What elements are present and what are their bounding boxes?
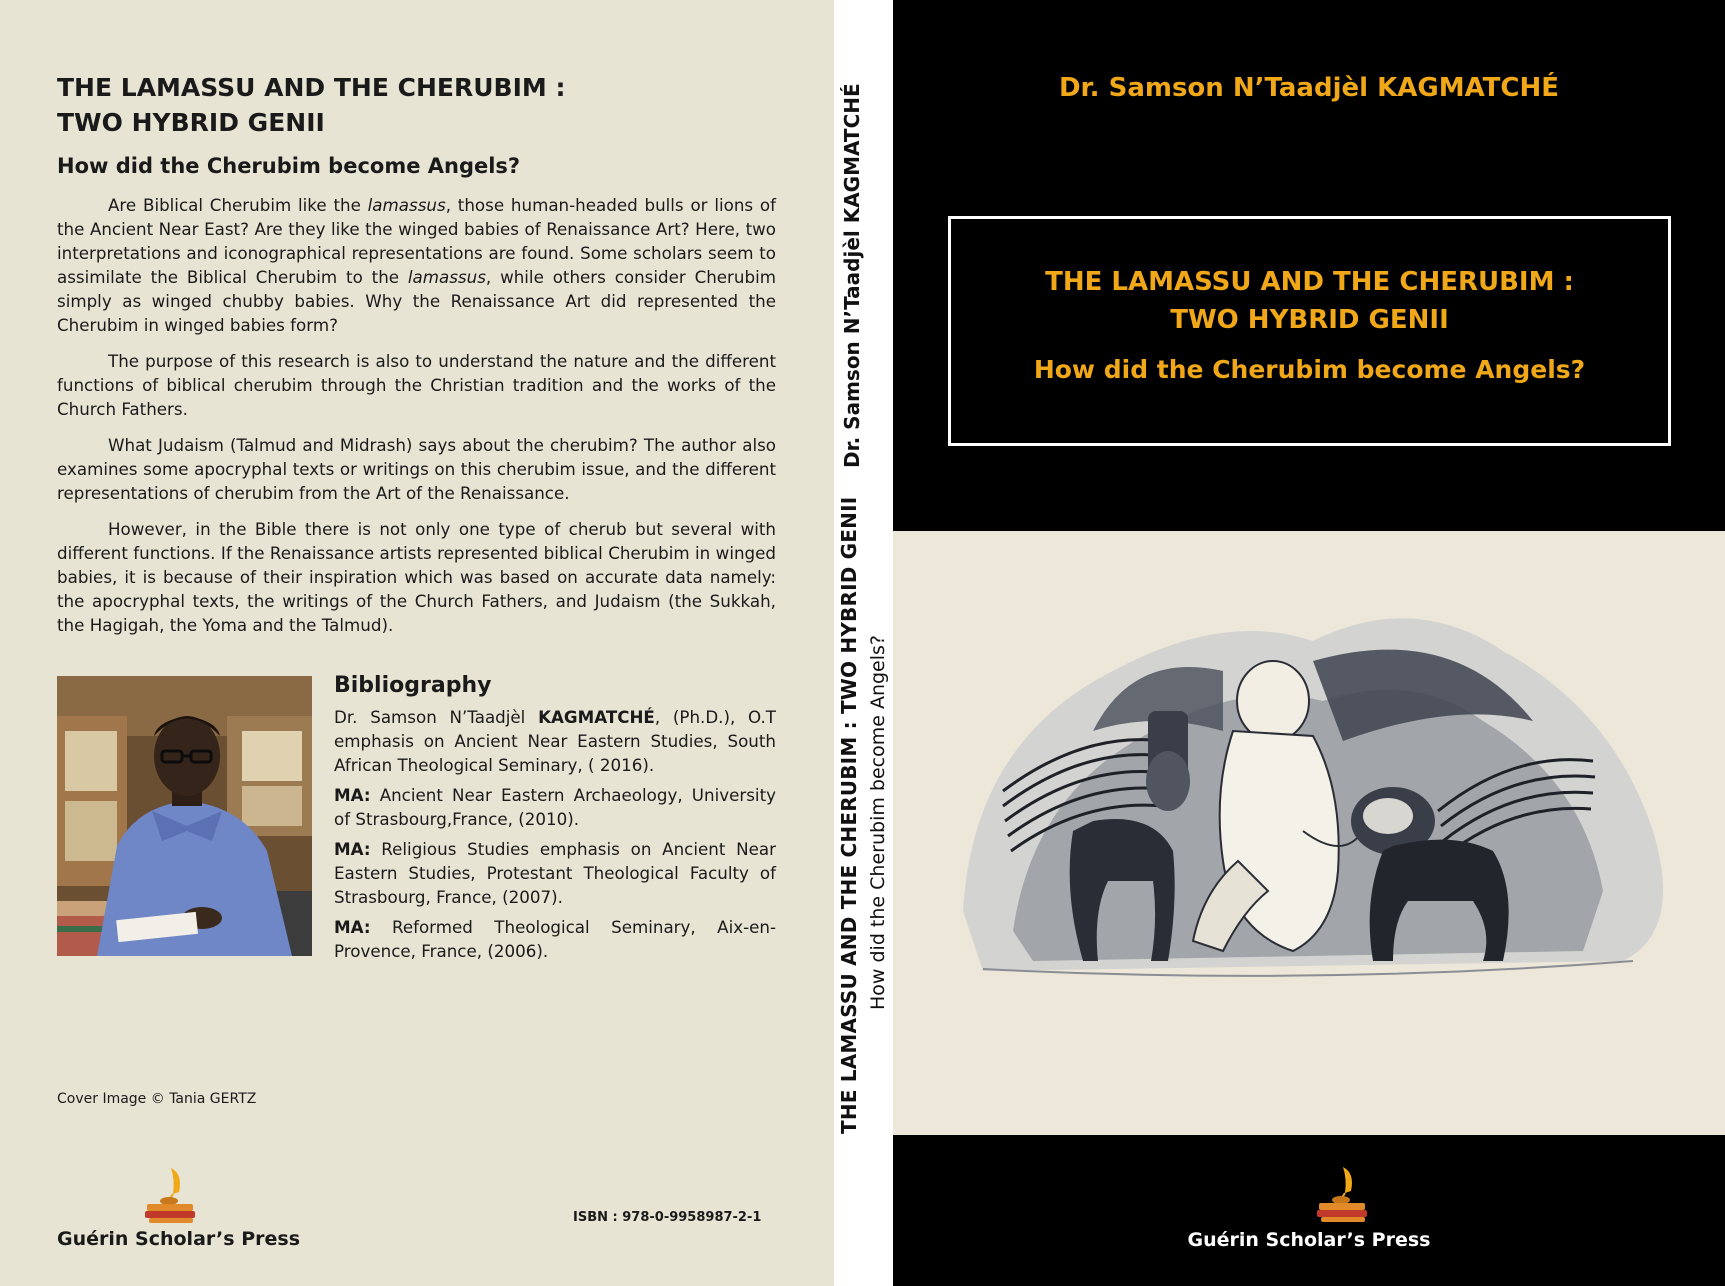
front-publisher-name: Guérin Scholar’s Press [1187, 1229, 1431, 1251]
blurb-text: , while others consider Cherubim simply as winged chubby babies. Why the Renaissance Art did represented the Cherubim in winged babies form? [57, 267, 776, 335]
bib-author-name: KAGMATCHÉ [538, 707, 655, 727]
bibliography-entry-ma-2 [334, 837, 776, 909]
blurb [57, 193, 776, 649]
bib-degree-label: MA: [334, 785, 371, 805]
bib-text: Reformed Theological Seminary, Aix-en-Provence, France, (2006). [334, 917, 776, 961]
author-photo [57, 676, 312, 956]
back-title-line2: TWO HYBRID GENII [57, 108, 325, 137]
cover-image-credit: Cover Image © Tania GERTZ [57, 1091, 257, 1107]
back-publisher-name: Guérin Scholar’s Press [57, 1228, 301, 1250]
blurb-italic: lamassus [407, 267, 486, 287]
isbn: ISBN : 978-0-9958987-2-1 [573, 1210, 762, 1225]
front-title-line2: TWO HYBRID GENII [1170, 305, 1449, 335]
back-title [57, 70, 777, 140]
bib-degree-label: MA: [334, 839, 371, 859]
spine-title: THE LAMASSU AND THE CHERUBIM : TWO HYBRID GENII [837, 496, 861, 1134]
bibliography-entry-phd [334, 705, 776, 777]
spine-text-rotator [834, 0, 893, 1286]
bib-text: Ancient Near Eastern Archaeology, University of Strasbourg,France, (2010). [334, 785, 776, 829]
blurb-paragraph-4: However, in the Bible there is not only one type of cherub but several with different functions. If the Renaissance artists represented biblical Cherubim in winged babies, it is because of their inspiration which was based on accurate data namely: the apocryphal texts, the writings of the Church Fathers, and Judaism (the Sukkah, the Hagigah, the Yoma and the Talmud). [57, 519, 776, 635]
front-title-box [948, 216, 1671, 446]
front-cover [893, 0, 1725, 1286]
bibliography-heading: Bibliography [334, 673, 492, 698]
bib-text: , (Ph.D.), O.T emphasis on Ancient Near Eastern Studies, South African Theological Seminary, ( 2016). [334, 707, 776, 775]
back-title-line1: THE LAMASSU AND THE CHERUBIM : [57, 73, 566, 102]
back-subtitle: How did the Cherubim become Angels? [57, 154, 521, 178]
front-author: Dr. Samson N’Taadjèl KAGMATCHÉ [1058, 73, 1560, 103]
blurb-italic: lamassus [367, 195, 446, 215]
bibliography [334, 671, 776, 969]
front-title-line1: THE LAMASSU AND THE CHERUBIM : [1045, 267, 1574, 297]
bibliography-entry-ma-1 [334, 783, 776, 831]
front-subtitle: How did the Cherubim become Angels? [1033, 355, 1586, 384]
spine-subtitle: How did the Cherubim become Angels? [867, 635, 889, 1010]
back-cover [0, 0, 834, 1286]
bibliography-entry-ma-3 [334, 915, 776, 963]
bib-text: Dr. Samson N’Taadjèl [334, 707, 539, 727]
cover-artwork [893, 531, 1725, 1135]
spine-author: Dr. Samson N’Taadjèl KAGMATCHÉ [840, 83, 864, 468]
spine [834, 0, 893, 1286]
blurb-text: Are Biblical Cherubim like the [108, 195, 368, 215]
bib-text: Religious Studies emphasis on Ancient Near Eastern Studies, Protestant Theological Faculty of Strasbourg, France, (2007). [334, 839, 776, 907]
front-publisher-logo-icon [1314, 1165, 1370, 1223]
blurb-paragraph-2: The purpose of this research is also to understand the nature and the different functions of biblical cherubim through the Christian tradition and the works of the Church Fathers. [57, 351, 776, 419]
publisher-logo-icon [143, 1166, 197, 1224]
blurb-text: , those human-headed bulls or lions of the Ancient Near East? Are they like the winged babies of Renaissance Art? Here, two interpretations and iconographical representations are found. Some scholars seem to assimilate the Biblical Cherubim to the [57, 195, 776, 287]
blurb-paragraph-1 [57, 193, 776, 337]
bib-degree-label: MA: [334, 917, 371, 937]
blurb-paragraph-3: What Judaism (Talmud and Midrash) says about the cherubim? The author also examines some apocryphal texts or writings on this cherubim issue, and the different representations of cherubim from the Art of the Renaissance. [57, 435, 776, 503]
